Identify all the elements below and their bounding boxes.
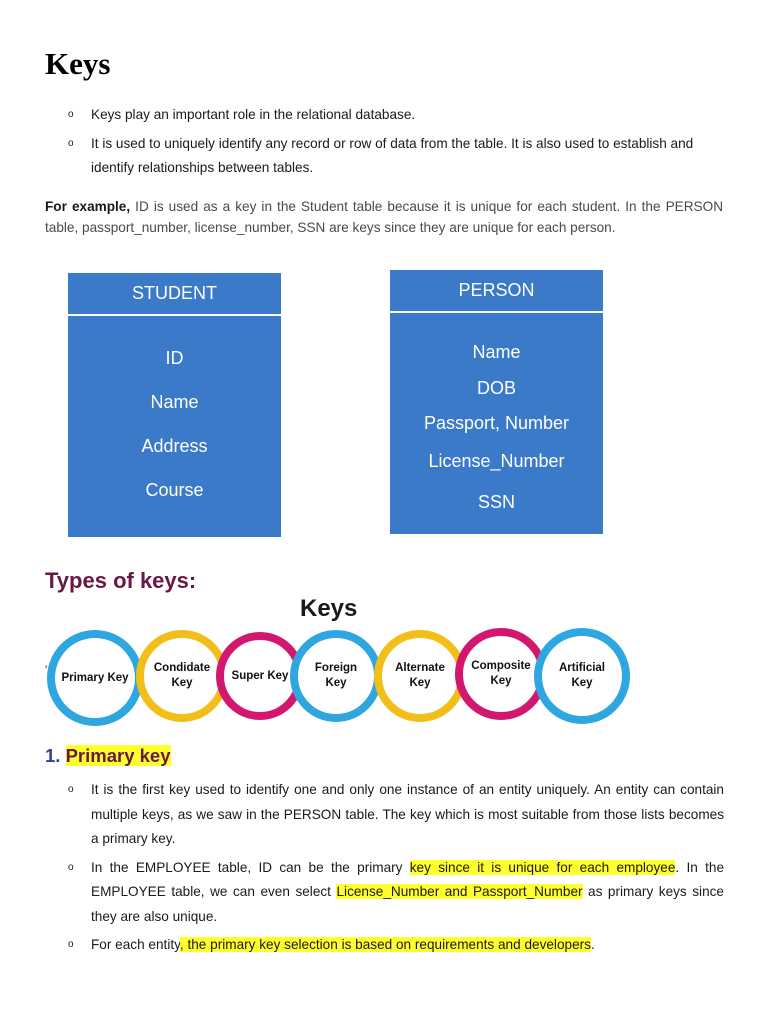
- person-table-header: PERSON: [390, 270, 603, 313]
- highlighted-text: key since it is unique for each employee: [409, 859, 676, 875]
- student-field-name: Name: [150, 392, 199, 412]
- bullet-icon: o: [68, 109, 74, 120]
- ring-label: Primary Key: [61, 671, 129, 684]
- ring-candidate-key: [136, 630, 228, 722]
- ring-label: Foreign Key: [314, 662, 358, 689]
- person-field-ssn: SSN: [477, 492, 515, 512]
- ring-label: Composite Key: [471, 660, 531, 687]
- bullet-icon: o: [68, 939, 74, 950]
- example-lead: For example,: [45, 199, 131, 214]
- bullet-text: It is used to uniquely identify any record or row of data from the table. It is also used to establish and identify relationships between tables.: [91, 135, 694, 175]
- page-title: Keys: [45, 46, 111, 81]
- bullet-text: .: [590, 937, 595, 952]
- person-field-license: License_Number: [428, 451, 565, 471]
- ring-label: Super Key: [231, 669, 289, 682]
- student-table-header: STUDENT: [68, 273, 281, 316]
- bullet-text: It is the first key used to identify one and only one instance of an entity uniquely. An entity can contain multiple keys, as we saw in the PERSON table. The key which is most suitable from those lists becomes a primary key.: [91, 782, 724, 846]
- bullet-text: For each entity: [91, 937, 180, 952]
- bullet-icon: o: [68, 861, 74, 873]
- ring-alternate-key: [374, 630, 466, 722]
- student-table: [68, 273, 281, 537]
- example-text: ID is used as a key in the Student table because it is unique for each student. In the PERSON table, passport_number, license_number, SSN are keys since they are unique for each person.: [45, 199, 724, 235]
- stray-mark: ': [45, 663, 48, 677]
- bullet-icon: o: [68, 784, 74, 795]
- types-of-keys-heading: Types of keys:: [45, 568, 197, 593]
- primary-key-heading: [45, 745, 171, 767]
- ring-label: Artificial Key: [558, 662, 605, 689]
- list-item: [68, 132, 724, 181]
- bullet-text: . In the EMPLOYEE table, we can even select: [91, 859, 724, 899]
- ring-label: Condidate Key: [153, 662, 211, 689]
- person-field-name: Name: [472, 342, 521, 362]
- student-field-address: Address: [141, 436, 208, 456]
- intro-bullets: [68, 103, 724, 181]
- primary-key-bullets: [68, 778, 724, 958]
- list-item: [68, 933, 724, 958]
- student-field-course: Course: [145, 480, 204, 500]
- highlighted-text: License_Number and Passport_Number: [336, 884, 583, 899]
- section-number: 1.: [45, 745, 61, 766]
- keys-diagram-title: Keys: [300, 595, 358, 622]
- section-title: Primary key: [65, 745, 171, 766]
- example-paragraph: [45, 196, 723, 238]
- ring-primary-key: [47, 630, 143, 726]
- ring-artificial-key: [534, 628, 630, 724]
- bullet-text: Keys play an important role in the relational database.: [91, 107, 416, 122]
- list-item: [68, 103, 724, 128]
- list-item: [68, 856, 724, 930]
- ring-foreign-key: [290, 630, 382, 722]
- bullet-text: In the EMPLOYEE table, ID can be the primary: [91, 859, 410, 875]
- highlighted-text: , the primary key selection is based on requirements and developers: [179, 937, 591, 952]
- student-field-id: ID: [165, 348, 184, 368]
- ring-label: Alternate Key: [395, 662, 445, 689]
- person-table: [390, 270, 603, 534]
- person-field-dob: DOB: [476, 378, 516, 398]
- bullet-icon: o: [68, 137, 74, 149]
- person-field-passport: Passport, Number: [423, 413, 570, 433]
- list-item: [68, 778, 724, 852]
- bullet-text: as primary keys since they are also unique.: [91, 884, 724, 924]
